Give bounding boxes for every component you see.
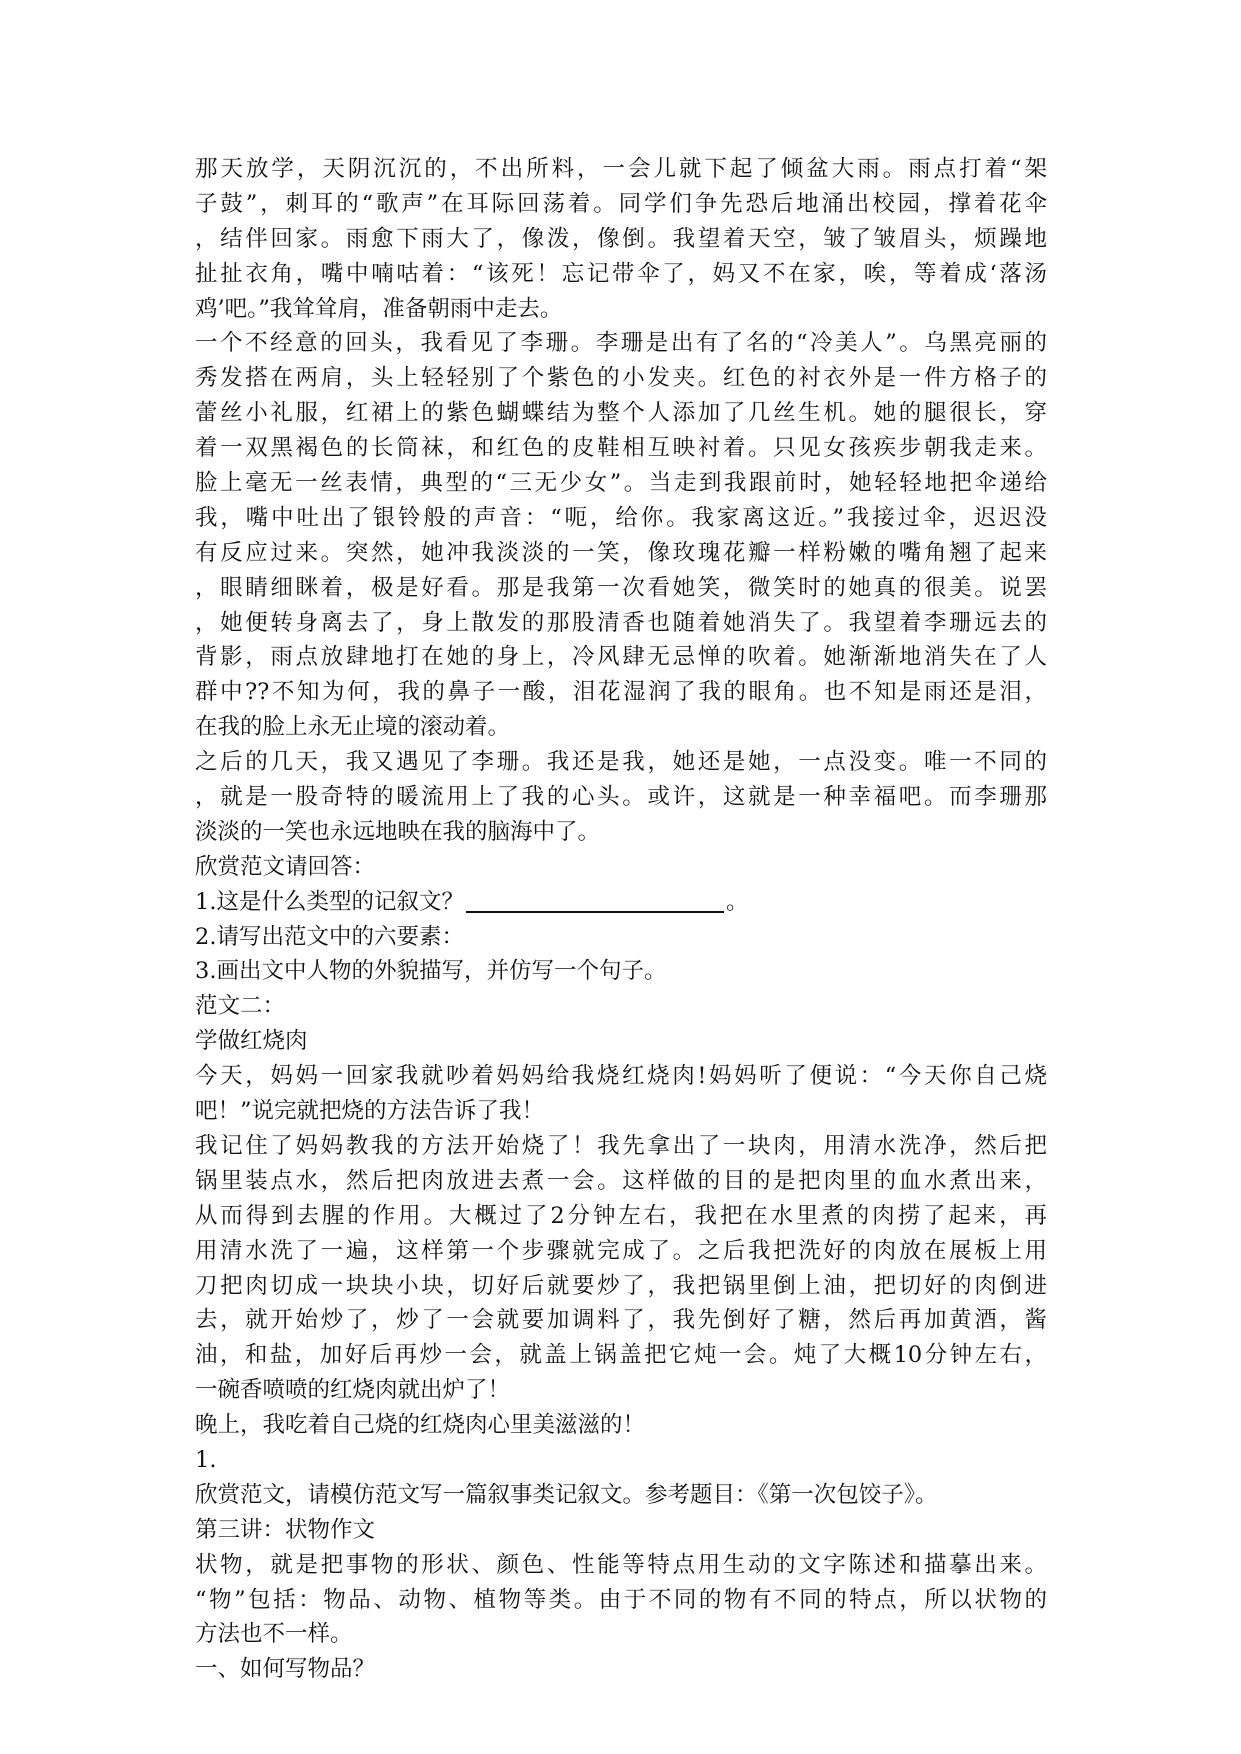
sample-title: 学做红烧肉 bbox=[195, 1028, 308, 1055]
question-1-end: 。 bbox=[725, 888, 749, 915]
text-line: 今天，妈妈一回家我就吵着妈妈给我烧红烧肉!妈妈听了便说：“今天你自己烧 bbox=[195, 1063, 1047, 1090]
text-line: 我记住了妈妈教我的方法开始烧了！我先拿出了一块肉，用清水洗净，然后把 bbox=[195, 1132, 1047, 1159]
task-number: 1. bbox=[195, 1446, 217, 1473]
text-line: 鸡’吧。”我耸耸肩，准备朝雨中走去。 bbox=[195, 295, 563, 322]
text-line: 有反应过来。突然，她冲我淡淡的一笑，像玫瑰花瓣一样粉嫩的嘴角翘了起来 bbox=[195, 539, 1047, 566]
question-3: 3.画出文中人物的外貌描写，并仿写一个句子。 bbox=[195, 958, 667, 985]
text-line: ，她便转身离去了，身上散发的那股清香也随着她消失了。我望着李珊远去的 bbox=[195, 609, 1047, 636]
text-line: 刀把肉切成一块块小块，切好后就要炒了，我把锅里倒上油，把切好的肉倒进 bbox=[195, 1272, 1047, 1299]
text-line: 扯扯衣角，嘴中喃咕着：“该死！忘记带伞了，妈又不在家，唉，等着成‘落汤 bbox=[195, 260, 1047, 287]
question-2: 2.请写出范文中的六要素： bbox=[195, 923, 464, 950]
sample-essay-2 bbox=[195, 989, 1047, 1443]
text-line: 脸上毫无一丝表情，典型的“三无少女”。当走到我跟前时，她轻轻地把伞递给 bbox=[195, 470, 1047, 497]
text-line: ，就是一股奇特的暖流用上了我的心头。或许，这就是一种幸福吧。而李珊那 bbox=[195, 784, 1047, 811]
text-line: 用清水洗了一遍，这样第一个步骤就完成了。之后我把洗好的肉放在展板上用 bbox=[195, 1237, 1047, 1264]
text-line: 锅里装点水，然后把肉放进去煮一会。这样做的目的是把肉里的血水煮出来， bbox=[195, 1167, 1047, 1194]
text-line: 淡淡的一笑也永远地映在我的脑海中了。 bbox=[195, 818, 601, 845]
text-line: 方法也不一样。 bbox=[195, 1621, 353, 1648]
text-line: 子鼓”，刺耳的“歌声”在耳际回荡着。同学们争先恐后地涌出校园，撑着花伞 bbox=[195, 190, 1047, 217]
text-line: 背影，雨点放肆地打在她的身上，冷风肆无忌惮的吹着。她渐渐地消失在了人 bbox=[195, 644, 1047, 671]
writing-task bbox=[195, 1443, 1047, 1513]
text-line: ，结伴回家。雨愈下雨大了，像泼，像倒。我望着天空，皱了皱眉头，烦躁地 bbox=[195, 225, 1047, 252]
text-line: 秀发搭在两肩，头上轻轻别了个紫色的小发夹。红色的衬衣外是一件方格子的 bbox=[195, 365, 1047, 392]
paragraph-rain-day bbox=[195, 152, 1047, 326]
text-line: 在我的脸上永无止境的滚动着。 bbox=[195, 714, 511, 741]
question-1-text: 1.这是什么类型的记叙文？ bbox=[195, 888, 464, 915]
text-line: 一个不经意的回头，我看见了李珊。李珊是出有了名的“冷美人”。乌黑亮丽的 bbox=[195, 330, 1047, 357]
text-line: 晚上，我吃着自己烧的红烧肉心里美滋滋的！ bbox=[195, 1412, 646, 1439]
task-text: 欣赏范文，请模仿范文写一篇叙事类记叙文。参考题目：《第一次包饺子》。 bbox=[195, 1481, 938, 1508]
text-line: 蕾丝小礼服，红裙上的紫色蝴蝶结为整个人添加了几丝生机。她的腿很长，穿 bbox=[195, 400, 1047, 427]
paragraph-after-days bbox=[195, 745, 1047, 850]
lecture-title: 第三讲：状物作文 bbox=[195, 1516, 376, 1543]
text-line: 着一双黑褐色的长筒袜，和红色的皮鞋相互映衬着。只见女孩疾步朝我走来。 bbox=[195, 435, 1047, 462]
answer-blank bbox=[466, 911, 724, 913]
text-line: 之后的几天，我又遇见了李珊。我还是我，她还是她，一点没变。唯一不同的 bbox=[195, 749, 1047, 776]
paragraph-li-shan bbox=[195, 326, 1047, 745]
questions-intro: 欣赏范文请回答： bbox=[195, 853, 376, 880]
sample-label: 范文二： bbox=[195, 993, 286, 1020]
text-line: 我，嘴中吐出了银铃般的声音：“呃，给你。我家离这近。”我接过伞，迟迟没 bbox=[195, 504, 1047, 531]
question-1 bbox=[195, 885, 1047, 920]
text-line: ，眼睛细眯着，极是好看。那是我第一次看她笑，微笑时的她真的很美。说罢 bbox=[195, 574, 1047, 601]
text-line: 群中??不知为何，我的鼻子一酸，泪花湿润了我的眼角。也不知是雨还是泪， bbox=[195, 679, 1047, 706]
text-line: 一碗香喷喷的红烧肉就出炉了！ bbox=[195, 1377, 511, 1404]
text-line: 吧！”说完就把烧的方法告诉了我！ bbox=[195, 1098, 545, 1125]
text-line: “物”包括：物品、动物、植物等类。由于不同的物有不同的特点，所以状物的 bbox=[195, 1586, 1047, 1613]
text-line: 去，就开始炒了，炒了一会就要加调料了，我先倒好了糖，然后再加黄酒，酱 bbox=[195, 1307, 1047, 1334]
text-line: 油，和盐，加好后再炒一会，就盖上锅盖把它炖一会。炖了大概10分钟左右， bbox=[195, 1342, 1047, 1369]
lecture-3 bbox=[195, 1513, 1047, 1687]
questions-section bbox=[195, 850, 1047, 990]
document-body bbox=[195, 152, 1047, 1687]
text-line: 那天放学，天阴沉沉的，不出所料，一会儿就下起了倾盆大雨。雨点打着“架 bbox=[195, 156, 1047, 182]
text-line: 从而得到去腥的作用。大概过了2分钟左右，我把在水里煮的肉捞了起来，再 bbox=[195, 1202, 1047, 1229]
text-line: 状物，就是把事物的形状、颜色、性能等特点用生动的文字陈述和描摹出来。 bbox=[195, 1551, 1047, 1578]
section-heading: 一、如何写物品？ bbox=[195, 1656, 376, 1683]
